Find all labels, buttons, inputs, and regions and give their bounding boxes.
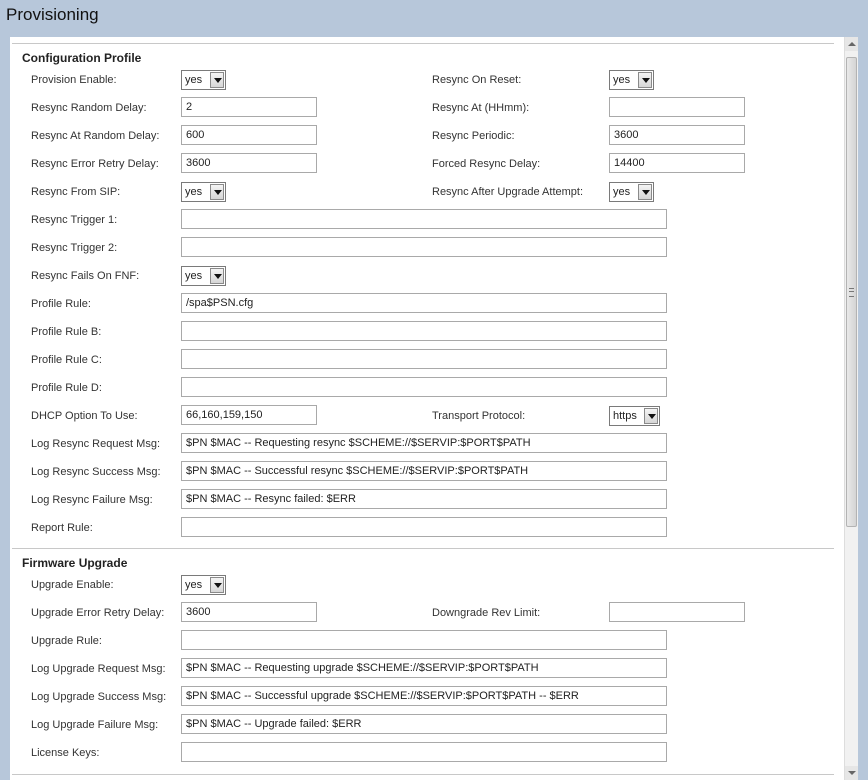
dhcp-option-input[interactable]: 66,160,159,150 xyxy=(181,405,317,425)
vertical-scrollbar[interactable] xyxy=(844,37,858,780)
upgrade-rule-input[interactable] xyxy=(181,630,667,650)
chevron-down-icon xyxy=(638,184,652,200)
log-upgrade-success-label: Log Upgrade Success Msg: xyxy=(31,691,167,703)
log-resync-success-input[interactable]: $PN $MAC -- Successful resync $SCHEME://$SERVIP:$PORT$PATH xyxy=(181,461,667,481)
resync-trigger-2-input[interactable] xyxy=(181,237,667,257)
page-title: Provisioning xyxy=(6,5,99,24)
profile-rule-label: Profile Rule: xyxy=(31,298,91,310)
resync-at-label: Resync At (HHmm): xyxy=(432,102,530,114)
profile-rule-c-label: Profile Rule C: xyxy=(31,354,102,366)
license-keys-label: License Keys: xyxy=(31,747,100,759)
resync-trigger-1-label: Resync Trigger 1: xyxy=(31,214,118,226)
section-title-firmware-upgrade: Firmware Upgrade xyxy=(22,556,128,570)
scroll-up-icon[interactable] xyxy=(845,37,858,51)
license-keys-input[interactable] xyxy=(181,742,667,762)
dhcp-option-label: DHCP Option To Use: xyxy=(31,410,138,422)
provision-enable-label: Provision Enable: xyxy=(31,74,117,86)
section-title-configuration-profile: Configuration Profile xyxy=(22,51,142,65)
chevron-down-icon xyxy=(638,72,652,88)
resync-error-retry-delay-input[interactable]: 3600 xyxy=(181,153,317,173)
transport-protocol-label: Transport Protocol: xyxy=(432,410,526,422)
resync-on-reset-label: Resync On Reset: xyxy=(432,74,522,86)
upgrade-rule-label: Upgrade Rule: xyxy=(31,635,102,647)
downgrade-rev-limit-input[interactable] xyxy=(609,602,745,622)
resync-at-input[interactable] xyxy=(609,97,745,117)
resync-fails-on-fnf-select[interactable] xyxy=(181,266,226,286)
profile-rule-c-input[interactable] xyxy=(181,349,667,369)
grip-icon xyxy=(849,288,854,297)
log-upgrade-request-input[interactable]: $PN $MAC -- Requesting upgrade $SCHEME://$SERVIP:$PORT$PATH xyxy=(181,658,667,678)
resync-random-delay-input[interactable]: 2 xyxy=(181,97,317,117)
log-resync-request-label: Log Resync Request Msg: xyxy=(31,438,161,450)
resync-random-delay-label: Resync Random Delay: xyxy=(31,102,147,114)
log-upgrade-request-label: Log Upgrade Request Msg: xyxy=(31,663,166,675)
resync-error-retry-delay-label: Resync Error Retry Delay: xyxy=(31,158,159,170)
forced-resync-delay-label: Forced Resync Delay: xyxy=(432,158,541,170)
resync-from-sip-value: yes xyxy=(185,186,203,198)
provisioning-panel xyxy=(10,37,858,780)
profile-rule-d-label: Profile Rule D: xyxy=(31,382,102,394)
forced-resync-delay-input[interactable]: 14400 xyxy=(609,153,745,173)
log-upgrade-success-input[interactable]: $PN $MAC -- Successful upgrade $SCHEME://$SERVIP:$PORT$PATH -- $ERR xyxy=(181,686,667,706)
profile-rule-b-label: Profile Rule B: xyxy=(31,326,102,338)
resync-at-random-delay-label: Resync At Random Delay: xyxy=(31,130,160,142)
report-rule-label: Report Rule: xyxy=(31,522,93,534)
chevron-down-icon xyxy=(210,184,224,200)
upgrade-enable-select[interactable] xyxy=(181,575,226,595)
upgrade-enable-label: Upgrade Enable: xyxy=(31,579,114,591)
chevron-down-icon xyxy=(210,72,224,88)
upgrade-error-retry-delay-label: Upgrade Error Retry Delay: xyxy=(31,607,165,619)
resync-on-reset-select[interactable] xyxy=(609,70,654,90)
resync-fails-on-fnf-label: Resync Fails On FNF: xyxy=(31,270,140,282)
report-rule-input[interactable] xyxy=(181,517,667,537)
resync-from-sip-label: Resync From SIP: xyxy=(31,186,121,198)
upgrade-enable-value: yes xyxy=(185,579,203,591)
resync-periodic-label: Resync Periodic: xyxy=(432,130,515,142)
log-resync-failure-input[interactable]: $PN $MAC -- Resync failed: $ERR xyxy=(181,489,667,509)
resync-after-upgrade-value: yes xyxy=(613,186,631,198)
transport-protocol-value: https xyxy=(613,410,637,422)
upgrade-error-retry-delay-input[interactable]: 3600 xyxy=(181,602,317,622)
resync-from-sip-select[interactable] xyxy=(181,182,226,202)
chevron-down-icon xyxy=(210,577,224,593)
log-resync-success-label: Log Resync Success Msg: xyxy=(31,466,161,478)
provision-enable-value: yes xyxy=(185,74,203,86)
resync-periodic-input[interactable]: 3600 xyxy=(609,125,745,145)
downgrade-rev-limit-label: Downgrade Rev Limit: xyxy=(432,607,541,619)
profile-rule-input[interactable]: /spa$PSN.cfg xyxy=(181,293,667,313)
resync-trigger-2-label: Resync Trigger 2: xyxy=(31,242,118,254)
profile-rule-d-input[interactable] xyxy=(181,377,667,397)
log-upgrade-failure-label: Log Upgrade Failure Msg: xyxy=(31,719,159,731)
resync-on-reset-value: yes xyxy=(613,74,631,86)
resync-at-random-delay-input[interactable]: 600 xyxy=(181,125,317,145)
log-resync-failure-label: Log Resync Failure Msg: xyxy=(31,494,153,506)
resync-trigger-1-input[interactable] xyxy=(181,209,667,229)
scrollbar-thumb[interactable] xyxy=(846,57,857,527)
chevron-down-icon xyxy=(210,268,224,284)
provision-enable-select[interactable] xyxy=(181,70,226,90)
log-resync-request-input[interactable]: $PN $MAC -- Requesting resync $SCHEME://$SERVIP:$PORT$PATH xyxy=(181,433,667,453)
log-upgrade-failure-input[interactable]: $PN $MAC -- Upgrade failed: $ERR xyxy=(181,714,667,734)
section-divider xyxy=(12,774,834,775)
resync-after-upgrade-label: Resync After Upgrade Attempt: xyxy=(432,186,584,198)
chevron-down-icon xyxy=(644,408,658,424)
top-divider xyxy=(12,43,834,44)
transport-protocol-select[interactable] xyxy=(609,406,660,426)
section-divider xyxy=(12,548,834,549)
resync-after-upgrade-select[interactable] xyxy=(609,182,654,202)
resync-fails-on-fnf-value: yes xyxy=(185,270,203,282)
scroll-down-icon[interactable] xyxy=(845,766,858,780)
profile-rule-b-input[interactable] xyxy=(181,321,667,341)
